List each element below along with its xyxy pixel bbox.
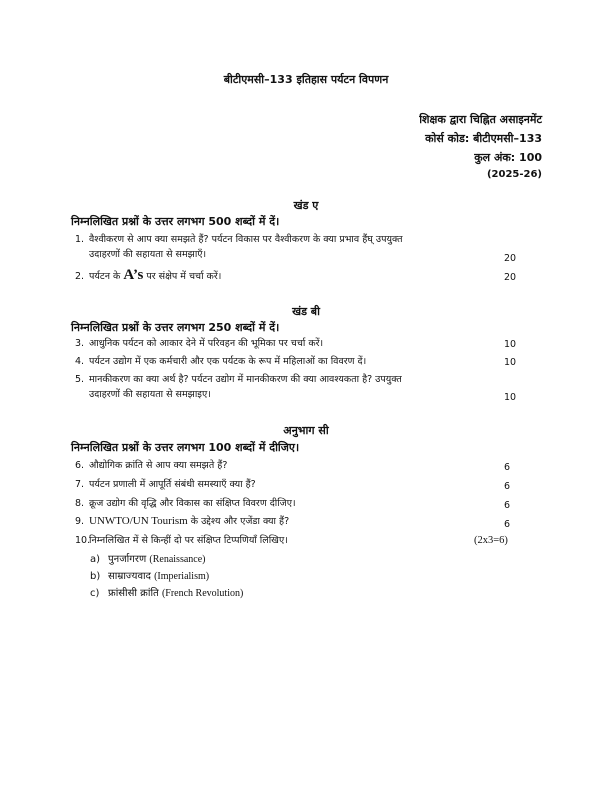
sub-item-label: b) <box>90 571 101 582</box>
question-text: निम्नलिखित में से किन्हीं दो पर संक्षिप्त टिप्पणियाँ लिखिए। <box>89 535 288 546</box>
question-number: 6. <box>75 460 85 471</box>
question-text-cont: उदाहरणों की सहायता से समझाएँ। <box>89 249 207 260</box>
sub-item-hindi: पुनर्जागरण <box>108 554 147 565</box>
session: (2025-26) <box>486 169 542 180</box>
sub-item-b <box>90 568 209 582</box>
question-3 <box>75 336 535 351</box>
question-4 <box>75 354 535 369</box>
question-text-cont: उदाहरणों की सहायता से समझाइए। <box>89 389 211 400</box>
question-text: पर्यटन के <box>89 271 121 282</box>
section-b-title: खंड बी <box>292 305 320 318</box>
question-text: आधुनिक पर्यटन को आकार देने में परिवहन की भूमिका पर चर्चा करें। <box>89 338 324 349</box>
section-a-title: खंड ए <box>293 199 319 212</box>
question-2 <box>75 268 535 284</box>
question-7 <box>75 477 535 492</box>
question-term: A’s <box>123 267 144 283</box>
question-number: 2. <box>75 271 85 282</box>
question-number: 9. <box>75 516 85 527</box>
question-number: 4. <box>75 356 85 367</box>
section-a-instruction: निम्नलिखित प्रश्नों के उत्तर लगभग 500 शब्दों में दें। <box>71 215 280 228</box>
question-8 <box>75 496 535 511</box>
question-2-marks: 20 <box>504 272 517 283</box>
sub-item-hindi: साम्राज्यवाद <box>108 571 151 582</box>
question-number: 10. <box>75 535 91 546</box>
question-6 <box>75 458 535 473</box>
section-c-instruction: निम्नलिखित प्रश्नों के उत्तर लगभग 100 शब्दों में दीजिए। <box>71 441 300 454</box>
question-6-marks: 6 <box>504 462 511 473</box>
question-number: 1. <box>75 234 85 245</box>
question-5-marks: 10 <box>504 392 517 403</box>
question-8-marks: 6 <box>504 500 511 511</box>
document-title: बीटीएमसी–133 इतिहास पर्यटन विपणन <box>223 73 389 86</box>
question-text: पर्यटन उद्योग में एक कर्मचारी और एक पर्यटक के रूप में महिलाओं का विवरण दें। <box>89 356 367 367</box>
sub-item-english: (Imperialism) <box>154 571 210 582</box>
question-1-marks: 20 <box>504 253 517 264</box>
sub-item-hindi: फ्रांसीसी क्रांति <box>108 588 159 599</box>
question-number: 3. <box>75 338 85 349</box>
question-text: पर्यटन प्रणाली में आपूर्ति संबंधी समस्याएँ क्या हैं? <box>89 479 256 490</box>
total-marks: कुल अंक: 100 <box>474 151 542 164</box>
sub-item-label: c) <box>90 588 100 599</box>
question-10-marks: (2x3=6) <box>474 535 508 546</box>
course-code: कोर्स कोड: बीटीएमसी–133 <box>425 132 542 145</box>
sub-item-label: a) <box>90 554 101 565</box>
question-text: वैश्वीकरण से आप क्या समझते हैं? पर्यटन विकास पर वैश्वीकरण के क्या प्रभाव हैंघ् उपयुक्त <box>89 234 403 245</box>
question-1 <box>75 232 535 262</box>
question-text-end: पर संक्षेप में चर्चा करें। <box>146 271 222 282</box>
question-number: 7. <box>75 479 85 490</box>
question-text: क्रूज उद्योग की वृद्धि और विकास का संक्षिप्त विवरण दीजिए। <box>89 498 296 509</box>
question-10 <box>75 533 535 548</box>
sub-item-english: (French Revolution) <box>161 588 244 599</box>
assignment-type: शिक्षक द्वारा चिह्नित असाइनमेंट <box>419 113 542 126</box>
question-text: के उद्देश्य और एजेंडा क्या हैं? <box>190 516 290 527</box>
question-number: 8. <box>75 498 85 509</box>
section-c-title: अनुभाग सी <box>283 424 329 437</box>
question-text: मानकीकरण का क्या अर्थ है? पर्यटन उद्योग में मानकीकरण की क्या आवश्यकता है? उपयुक्त <box>89 374 402 385</box>
question-5 <box>75 372 535 402</box>
question-term: UNWTO/UN Tourism <box>89 515 188 527</box>
section-b-instruction: निम्नलिखित प्रश्नों के उत्तर लगभग 250 शब्दों में दें। <box>71 321 280 334</box>
question-3-marks: 10 <box>504 339 517 350</box>
question-text: औद्योगिक क्रांति से आप क्या समझते हैं? <box>89 460 228 471</box>
question-9 <box>75 514 535 529</box>
question-4-marks: 10 <box>504 357 517 368</box>
sub-item-english: (Renaissance) <box>149 554 206 565</box>
sub-item-c <box>90 585 243 599</box>
question-number: 5. <box>75 374 85 385</box>
question-9-marks: 6 <box>504 519 511 530</box>
sub-item-a <box>90 551 205 565</box>
question-7-marks: 6 <box>504 481 511 492</box>
